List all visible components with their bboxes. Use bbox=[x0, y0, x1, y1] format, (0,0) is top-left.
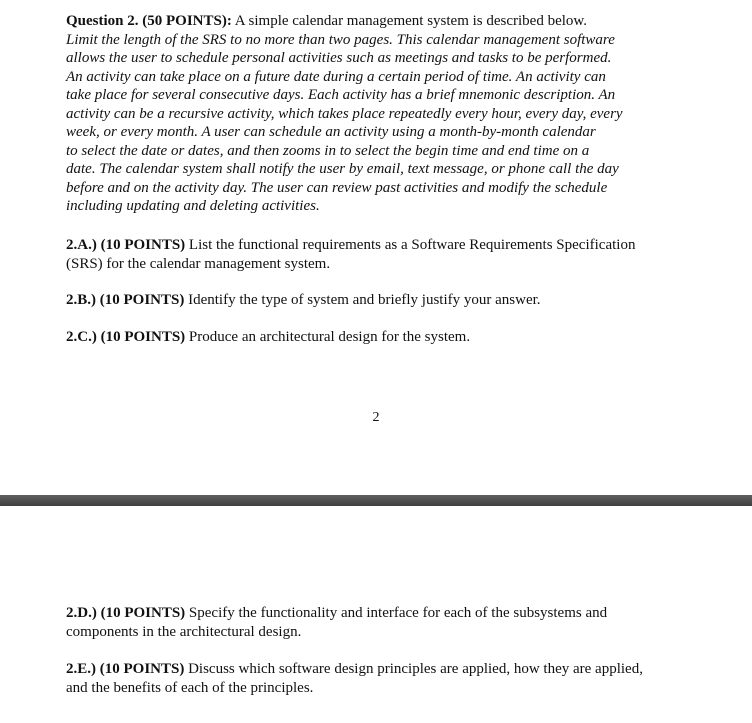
question-2-line: date. The calendar system shall notify the user by email, text message, or phone call the day bbox=[66, 161, 619, 177]
part-2a-text-continued: (SRS) for the calendar management system. bbox=[66, 255, 331, 272]
part-2c-first-line bbox=[66, 328, 716, 347]
question-2-line: allows the user to schedule personal activities such as meetings and tasks to be performed. bbox=[66, 50, 612, 66]
document-page-2 bbox=[0, 511, 752, 723]
part-2a-text: List the functional requirements as a Software Requirements Specification bbox=[185, 237, 636, 253]
question-2-line: to select the date or dates, and then zooms in to select the begin time and end time on a bbox=[66, 142, 590, 159]
part-2e-first-line bbox=[66, 660, 716, 679]
part-2a-first-line bbox=[66, 236, 716, 255]
question-2-heading: Question 2. (50 POINTS): bbox=[66, 13, 232, 29]
part-2c-label: 2.C.) (10 POINTS) bbox=[66, 329, 186, 345]
part-2b-text: Identify the type of system and briefly justify your answer. bbox=[184, 292, 541, 308]
question-2-line: before and on the activity day. The user can review past activities and modify the schedule bbox=[66, 179, 608, 196]
part-2d bbox=[66, 604, 716, 641]
question-2-line: Limit the length of the SRS to no more than two pages. This calendar management software bbox=[66, 31, 615, 48]
part-2e-label: 2.E.) (10 POINTS) bbox=[66, 661, 185, 677]
page-separator bbox=[0, 493, 752, 511]
part-2d-label: 2.D.) (10 POINTS) bbox=[66, 605, 186, 621]
question-2-line: An activity can take place on a future date during a certain period of time. An activity can bbox=[66, 68, 606, 85]
part-2e-text-continued: and the benefits of each of the principles. bbox=[66, 679, 314, 696]
part-2d-text: Specify the functionality and interface for each of the subsystems and bbox=[185, 605, 608, 621]
part-2d-first-line bbox=[66, 604, 716, 623]
question-2-line: including updating and deleting activities. bbox=[66, 198, 320, 214]
part-2b-label: 2.B.) (10 POINTS) bbox=[66, 292, 185, 308]
question-2-block bbox=[66, 12, 706, 216]
part-2c bbox=[66, 328, 716, 347]
page-number: 2 bbox=[372, 410, 380, 425]
part-2e bbox=[66, 660, 716, 697]
part-2c-text: Produce an architectural design for the system. bbox=[185, 329, 471, 345]
part-2a bbox=[66, 236, 716, 273]
question-2-intro: A simple calendar management system is described below. bbox=[231, 13, 588, 29]
question-2-line: take place for several consecutive days. Each activity has a brief mnemonic description. An bbox=[66, 87, 616, 103]
part-2b-first-line bbox=[66, 291, 716, 310]
question-2-first-line bbox=[66, 12, 706, 31]
part-2b bbox=[66, 291, 716, 310]
page-separator-bar bbox=[0, 495, 752, 506]
part-2e-text: Discuss which software design principles are applied, how they are applied, bbox=[184, 661, 643, 677]
question-2-line: week, or every month. A user can schedule an activity using a month-by-month calendar bbox=[66, 124, 596, 140]
part-2d-text-continued: components in the architectural design. bbox=[66, 623, 302, 640]
question-2-line: activity can be a recursive activity, which takes place repeatedly every hour, every day, every bbox=[66, 105, 623, 122]
part-2a-label: 2.A.) (10 POINTS) bbox=[66, 237, 186, 253]
